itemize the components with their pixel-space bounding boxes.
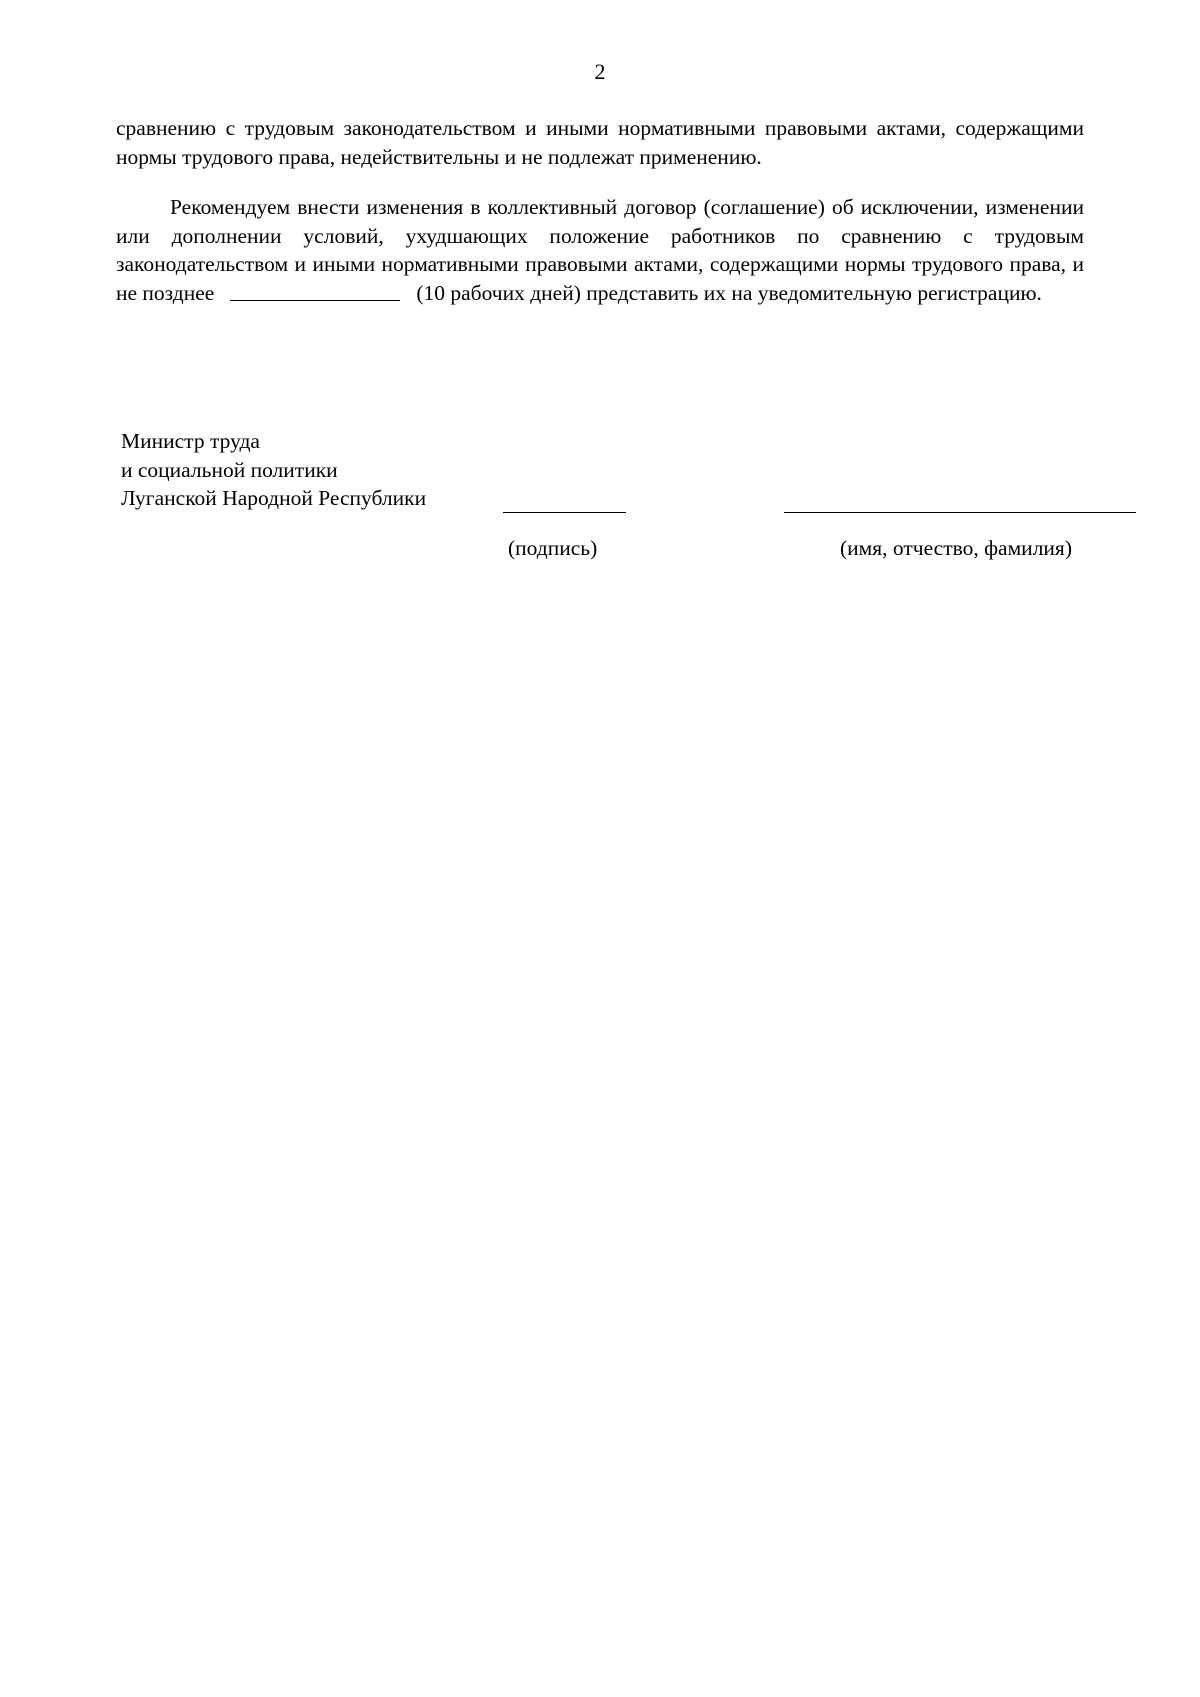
signatory-line-1: Министр труда [121,429,260,453]
paragraph-continuation: сравнению с трудовым законодательством и иными нормативными правовыми актами, содержащими нормы трудового права, недействительны и не подлежат применению. [116,116,1084,169]
deadline-blank-field [230,280,400,301]
page-number: 2 [594,59,606,84]
signature-line [503,512,626,513]
signatory-line-2: и социальной политики [121,457,338,482]
name-line [784,512,1136,513]
name-caption: (имя, отчество, фамилия) [840,536,1072,560]
signature-caption: (подпись) [508,536,598,560]
paragraph-recommendation [116,193,1084,307]
signatory-line-3: Луганской Народной Республики [121,486,427,510]
signatory-title [121,427,426,513]
paragraph-recommendation-text-end: (10 рабочих дней) представить их на уведомительную регистрацию. [416,280,1042,305]
paragraph-recommendation-text: Рекомендуем внести изменения в коллективный договор (соглашение) об исключении, изменении или дополнении условий, ухудшающих положение работников по сравнению с трудовым законодательством и иными нормативными правовыми актами, содержащими нормы трудового права, и не позднее [116,195,1084,305]
